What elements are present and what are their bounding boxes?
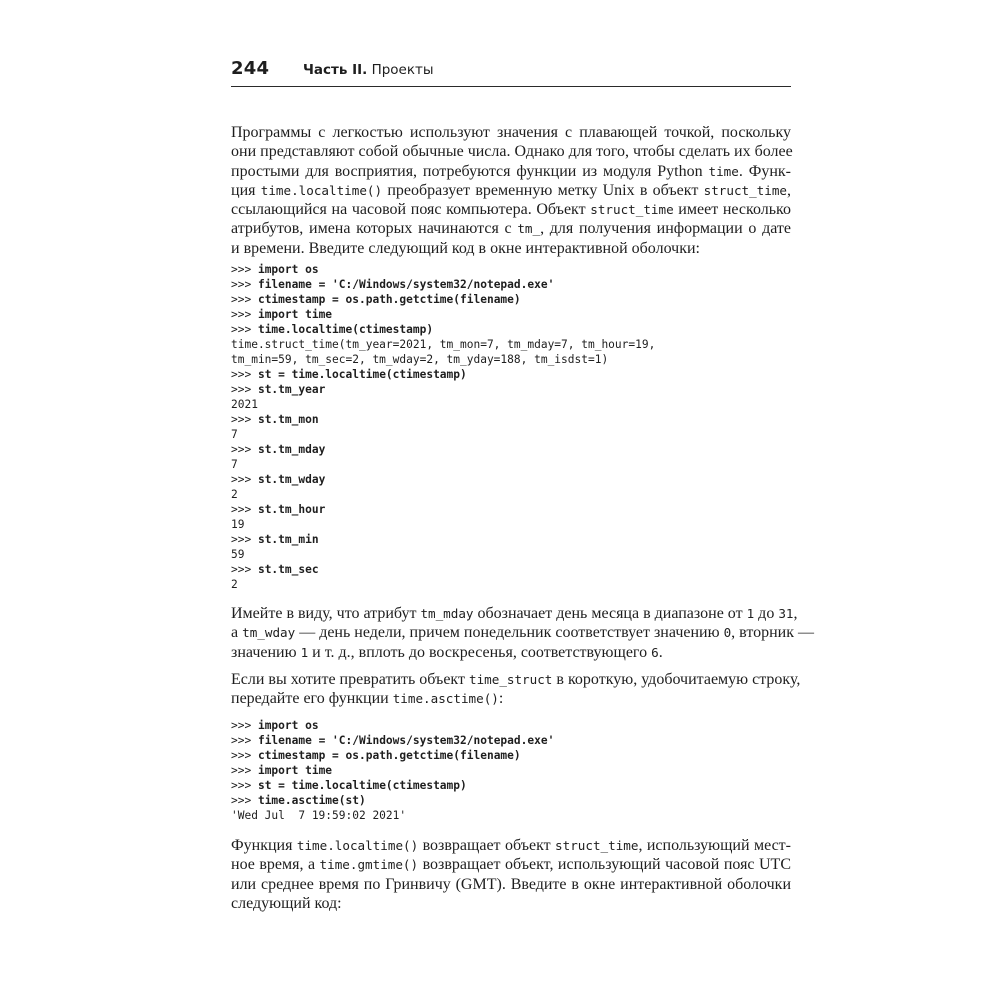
text-line <box>231 894 791 913</box>
text-line <box>231 181 791 200</box>
text-run: , <box>793 605 798 622</box>
shell-prompt: >>> <box>231 413 258 426</box>
code-command: st = time.localtime(ctimestamp) <box>257 368 467 381</box>
shell-prompt: >>> <box>231 719 258 732</box>
running-head <box>303 62 434 78</box>
text-run: имеет несколько <box>673 201 791 219</box>
shell-prompt: >>> <box>231 443 258 456</box>
code-block-localtime <box>231 262 655 592</box>
inline-code: time.localtime() <box>260 182 383 198</box>
code-input-line <box>231 778 554 793</box>
text-run: : <box>498 690 504 708</box>
code-block-asctime <box>231 718 554 823</box>
text-run: простыми для восприятия, потребуются функции из модуля Python <box>231 162 709 180</box>
text-line <box>231 219 791 238</box>
code-input-line <box>231 793 554 808</box>
text-run: до <box>754 605 779 622</box>
code-input-line <box>231 262 655 277</box>
text-line <box>231 123 791 142</box>
shell-prompt: >>> <box>231 563 258 576</box>
code-command: st.tm_wday <box>257 473 326 486</box>
text-run: — день недели, причем понедельник соответствует значению <box>295 624 724 642</box>
text-run: , для получения информации о дате <box>540 220 792 238</box>
text-run: и т. д., вплоть до воскресенья, соответствующего <box>308 643 652 661</box>
code-input-line <box>231 322 655 337</box>
code-command: ctimestamp = os.path.getctime(filename) <box>257 749 521 762</box>
inline-code: struct_time <box>703 182 788 198</box>
text-run: значению <box>231 643 301 661</box>
code-command: st = time.localtime(ctimestamp) <box>257 779 467 792</box>
text-run: преобразует временную метку Unix в объект <box>382 181 704 199</box>
text-run: атрибутов, имена которых начинаются с <box>231 220 518 238</box>
inline-code: 6 <box>651 644 659 660</box>
shell-prompt: >>> <box>231 323 258 336</box>
page-number: 244 <box>231 58 270 79</box>
text-line <box>231 623 814 642</box>
code-command: st.tm_min <box>257 533 319 546</box>
code-input-line <box>231 442 655 457</box>
code-input-line <box>231 307 655 322</box>
page-header <box>231 56 791 87</box>
text-line <box>231 162 791 181</box>
text-run: следующий код: <box>231 894 342 912</box>
shell-prompt: >>> <box>231 278 258 291</box>
code-input-line <box>231 367 655 382</box>
code-command: time.localtime(ctimestamp) <box>257 323 434 336</box>
code-input-line <box>231 532 655 547</box>
shell-prompt: >>> <box>231 734 258 747</box>
inline-code: 0 <box>723 625 732 641</box>
paragraph-asctime <box>231 670 801 709</box>
inline-code: time.asctime() <box>392 691 499 707</box>
text-run: ссылающийся на часовой пояс компьютера. Объект <box>231 201 591 219</box>
text-line <box>231 689 791 708</box>
code-command: import time <box>257 764 333 777</box>
code-input-line <box>231 412 655 427</box>
shell-prompt: >>> <box>231 383 258 396</box>
inline-code: 1 <box>300 644 309 660</box>
inline-code: tm_mday <box>420 606 474 621</box>
text-run: , <box>787 181 792 199</box>
text-run: ция <box>231 181 261 199</box>
inline-code: time.localtime() <box>296 838 419 853</box>
inline-code: time_struct <box>468 672 553 687</box>
text-line <box>231 670 801 689</box>
text-line <box>231 875 791 894</box>
text-run: они представляют собой обычные числа. Однако для того, чтобы сделать их более <box>231 143 793 161</box>
code-output-line: tm_min=59, tm_sec=2, tm_wday=2, tm_yday=188, tm_isdst=1) <box>231 353 609 366</box>
code-input-line <box>231 502 655 517</box>
text-run: Функция <box>231 837 297 854</box>
book-page <box>231 56 814 912</box>
code-input-line <box>231 748 554 763</box>
text-line <box>231 836 791 855</box>
shell-prompt: >>> <box>231 368 258 381</box>
code-command: import os <box>257 719 319 732</box>
code-input-line <box>231 718 554 733</box>
code-input-line <box>231 472 655 487</box>
text-run: в короткую, удобочитаемую строку, <box>552 671 801 688</box>
shell-prompt: >>> <box>231 779 258 792</box>
part-label: Часть II. <box>303 62 368 78</box>
shell-prompt: >>> <box>231 749 258 762</box>
code-command: import os <box>257 263 319 276</box>
text-run: Имейте в виду, что атрибут <box>231 605 421 622</box>
code-output-line: 7 <box>231 458 238 471</box>
code-command: st.tm_mday <box>257 443 326 456</box>
paragraph-gmtime <box>231 836 791 913</box>
code-output-line: 19 <box>231 518 245 531</box>
code-output-line: time.struct_time(tm_year=2021, tm_mon=7, tm_mday=7, tm_hour=19, <box>231 338 656 351</box>
inline-code: 31 <box>778 606 794 621</box>
code-output-line: 2 <box>231 578 238 591</box>
code-input-line <box>231 277 655 292</box>
text-line <box>231 643 791 662</box>
shell-prompt: >>> <box>231 533 258 546</box>
code-command: ctimestamp = os.path.getctime(filename) <box>257 293 521 306</box>
text-run: и времени. Введите следующий код в окне интерактивной оболочки: <box>231 239 700 257</box>
text-line <box>231 239 791 258</box>
shell-prompt: >>> <box>231 764 258 777</box>
paragraph-intro <box>231 123 791 258</box>
shell-prompt: >>> <box>231 293 258 306</box>
inline-code: 1 <box>746 606 755 621</box>
code-command: st.tm_sec <box>257 563 319 576</box>
text-run: Если вы хотите превратить объект <box>231 671 469 688</box>
inline-code: struct_time <box>590 202 674 218</box>
inline-code: struct_time <box>555 838 639 853</box>
code-output-line: 7 <box>231 428 238 441</box>
inline-code: tm_ <box>517 221 541 237</box>
shell-prompt: >>> <box>231 308 258 321</box>
code-input-line <box>231 763 554 778</box>
code-output-line: 2021 <box>231 398 258 411</box>
text-run: . <box>658 643 663 661</box>
text-line <box>231 855 791 874</box>
part-title: Проекты <box>371 62 434 78</box>
code-command: import time <box>257 308 333 321</box>
text-run: ное время, а <box>231 856 320 874</box>
text-run: , использующий мест- <box>638 837 791 854</box>
code-output-line: 'Wed Jul 7 19:59:02 2021' <box>231 809 407 822</box>
code-input-line <box>231 382 655 397</box>
text-run: или среднее время по Гринвичу (GMT). Введите в окне интерактивной оболочки <box>231 875 791 893</box>
text-run: а <box>231 624 243 642</box>
code-input-line <box>231 292 655 307</box>
text-run: Программы с легкостью используют значения с плавающей точкой, поскольку <box>231 124 791 141</box>
code-input-line <box>231 562 655 577</box>
code-command: st.tm_hour <box>257 503 326 516</box>
code-command: time.asctime(st) <box>257 794 366 807</box>
inline-code: time <box>708 163 739 179</box>
text-line <box>231 200 791 219</box>
paragraph-mday-wday <box>231 604 814 662</box>
text-run: обозначает день месяца в диапазоне от <box>473 605 747 622</box>
code-output-line: 59 <box>231 548 245 561</box>
text-run: передайте его функции <box>231 690 393 708</box>
code-output-line: 2 <box>231 488 238 501</box>
text-line <box>231 142 791 161</box>
inline-code: tm_wday <box>242 625 296 641</box>
code-command: filename = 'C:/Windows/system32/notepad.exe' <box>257 734 555 747</box>
text-run: возвращает объект <box>418 837 556 854</box>
code-command: st.tm_year <box>257 383 326 396</box>
text-run: . Функ- <box>738 162 791 180</box>
code-command: filename = 'C:/Windows/system32/notepad.exe' <box>257 278 555 291</box>
inline-code: time.gmtime() <box>319 857 419 873</box>
shell-prompt: >>> <box>231 794 258 807</box>
shell-prompt: >>> <box>231 263 258 276</box>
code-input-line <box>231 733 554 748</box>
text-run: , вторник — <box>731 624 814 642</box>
shell-prompt: >>> <box>231 503 258 516</box>
code-command: st.tm_mon <box>257 413 319 426</box>
text-run: возвращает объект, использующий часовой пояс UTC <box>418 856 792 874</box>
shell-prompt: >>> <box>231 473 258 486</box>
text-line <box>231 604 798 623</box>
